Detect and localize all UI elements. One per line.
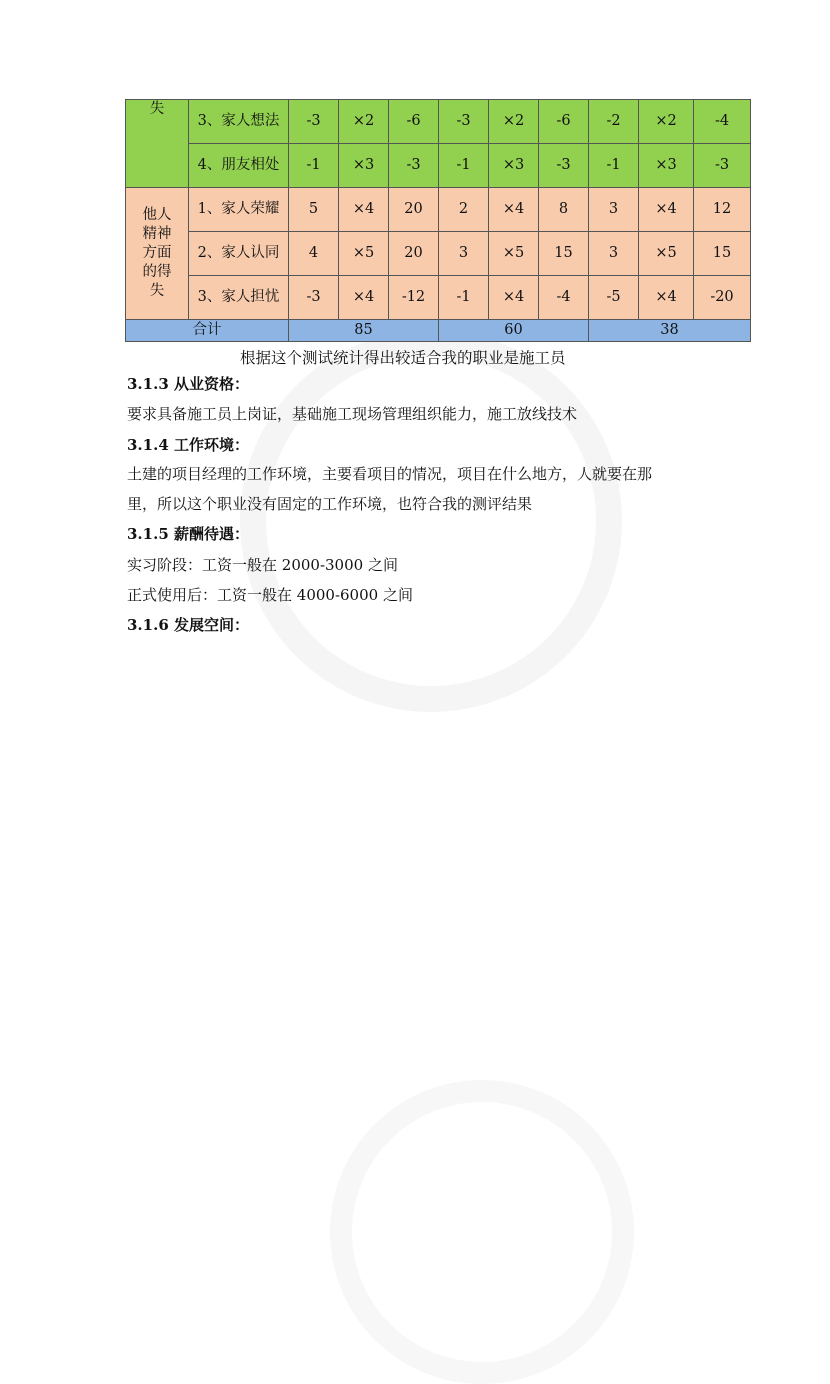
table-cell: -3 (539, 144, 589, 188)
table-cell: -3 (289, 100, 339, 144)
total-value: 38 (589, 320, 751, 342)
table-cell: ×4 (489, 276, 539, 320)
total-value: 60 (439, 320, 589, 342)
section-heading: 3.1.5 薪酬待遇： (127, 525, 249, 543)
table-cell: ×4 (639, 188, 694, 232)
section-heading: 3.1.4 工作环境： (127, 436, 249, 454)
paragraph-line: 土建的项目经理的工作环境，主要看项目的情况，项目在什么地方，人就要在那 (127, 465, 653, 483)
group-label: 失 (126, 100, 189, 188)
table-cell: 3 (589, 188, 639, 232)
paragraph-line: 里，所以这个职业没有固定的工作环境，也符合我的测评结果 (127, 495, 533, 513)
item-label: 3、家人担忧 (189, 276, 289, 320)
total-value: 85 (289, 320, 439, 342)
item-label: 3、家人想法 (189, 100, 289, 144)
table-row (126, 276, 751, 320)
section-heading: 3.1.6 发展空间： (127, 616, 249, 634)
table-cell: ×5 (489, 232, 539, 276)
table-row (126, 188, 751, 232)
table-cell: -20 (694, 276, 751, 320)
table-cell: ×5 (339, 232, 389, 276)
table-cell: 5 (289, 188, 339, 232)
table-row (126, 100, 751, 144)
table-cell: ×3 (489, 144, 539, 188)
table-cell: -5 (589, 276, 639, 320)
table-cell: -4 (539, 276, 589, 320)
table-cell: ×4 (339, 276, 389, 320)
group-label: 他人精神方面的得失 (126, 188, 189, 320)
total-row (126, 320, 751, 342)
table-cell: -6 (539, 100, 589, 144)
total-label: 合计 (126, 320, 289, 342)
table-cell: 2 (439, 188, 489, 232)
table-cell: -12 (389, 276, 439, 320)
table-cell: 20 (389, 188, 439, 232)
paragraph-line: 实习阶段：工资一般在 2000-3000 之间 (127, 556, 398, 574)
paragraph-line: 要求具备施工员上岗证，基础施工现场管理组织能力，施工放线技术 (127, 405, 578, 423)
table-cell: 12 (694, 188, 751, 232)
table-cell: ×2 (489, 100, 539, 144)
table-cell: ×4 (339, 188, 389, 232)
item-label: 1、家人荣耀 (189, 188, 289, 232)
table-cell: ×4 (639, 276, 694, 320)
paragraph-line: 正式使用后：工资一般在 4000-6000 之间 (127, 586, 413, 604)
table-cell: 3 (439, 232, 489, 276)
table-cell: ×3 (339, 144, 389, 188)
table-cell: ×2 (339, 100, 389, 144)
item-label: 2、家人认同 (189, 232, 289, 276)
table-cell: -3 (289, 276, 339, 320)
table-cell: 3 (589, 232, 639, 276)
table-cell: -3 (694, 144, 751, 188)
table-cell: -1 (439, 276, 489, 320)
table-cell: ×3 (639, 144, 694, 188)
table-cell: 8 (539, 188, 589, 232)
table-row (126, 144, 751, 188)
table-cell: -1 (439, 144, 489, 188)
table-row (126, 232, 751, 276)
table-cell: 15 (539, 232, 589, 276)
table-cell: ×2 (639, 100, 694, 144)
section-heading: 3.1.3 从业资格： (127, 375, 249, 393)
item-label: 4、朋友相处 (189, 144, 289, 188)
table-cell: -6 (389, 100, 439, 144)
table-cell: -4 (694, 100, 751, 144)
table-cell: ×4 (489, 188, 539, 232)
table-cell: ×5 (639, 232, 694, 276)
table-cell: -2 (589, 100, 639, 144)
table-cell: 15 (694, 232, 751, 276)
table-cell: 4 (289, 232, 339, 276)
evaluation-table (125, 99, 751, 342)
table-cell: -3 (439, 100, 489, 144)
table-cell: -1 (289, 144, 339, 188)
table-cell: -3 (389, 144, 439, 188)
table-cell: -1 (589, 144, 639, 188)
table-caption: 根据这个测试统计得出较适合我的职业是施工员 (240, 349, 566, 367)
watermark (330, 1080, 634, 1384)
table-cell: 20 (389, 232, 439, 276)
